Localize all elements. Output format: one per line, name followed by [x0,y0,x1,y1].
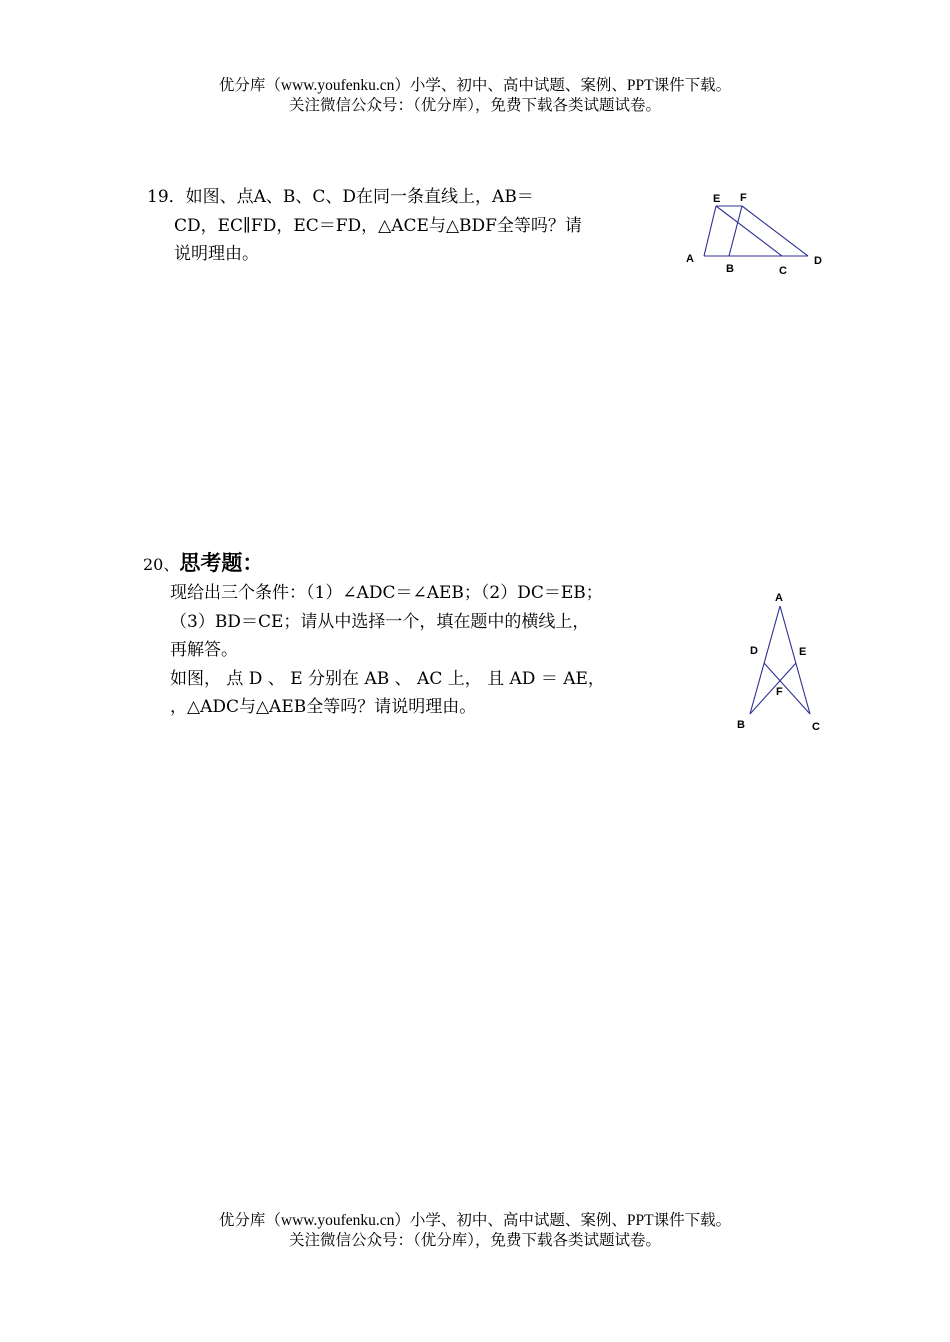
header-line-1: 优分库（www.youfenku.cn）小学、初中、高中试题、案例、PPT课件下载。 [218,77,732,94]
label-c: C [812,721,820,733]
footer-line-1: 优分库（www.youfenku.cn）小学、初中、高中试题、案例、PPT课件下载。 [218,1212,732,1229]
label-b: B [726,263,734,275]
label-a: A [775,592,783,604]
line-ae [704,206,716,256]
label-e: E [799,646,807,658]
label-d: D [750,645,758,657]
line-fd [742,206,808,256]
label-f: F [740,192,747,204]
line-ec [716,206,782,256]
header-line-2: 关注微信公众号：（优分库），免费下载各类试题试卷。 [288,97,661,114]
label-f: F [776,686,783,698]
label-e: E [713,193,721,205]
question-19-figure [676,184,836,280]
page-footer [0,1211,950,1251]
question-20-line-4: 如图， 点 D 、 E 分别在 AB 、 AC 上， 且 AD ＝ AE， [170,668,605,689]
question-20-line-5: ，△ADC与△AEB全等吗？请说明理由。 [170,697,477,717]
line-bf [729,206,742,256]
question-19 [147,183,667,269]
question-20-line-3: 再解答。 [170,640,238,660]
question-20-figure [728,584,838,736]
question-20-heading [143,548,263,580]
question-20-title: 思考题： [179,551,264,575]
footer-line-2: 关注微信公众号：（优分库），免费下载各类试题试卷。 [288,1232,661,1249]
page-header [0,76,950,116]
question-19-line-3: 说明理由。 [174,244,259,264]
question-19-line-2: CD，EC∥FD，EC＝FD，△ACE与△BDF全等吗？请 [174,215,582,236]
question-19-line-1: 19．如图、点A、B、C、D在同一条直线上，AB＝ [147,187,534,207]
label-d: D [814,255,822,267]
label-b: B [737,719,745,731]
question-20-number: 20、 [143,555,180,574]
question-20-line-2: （3）BD＝CE；请从中选择一个，填在题中的横线上， [170,611,590,632]
label-a: A [686,253,694,265]
label-c: C [779,265,787,277]
question-20-line-1: 现给出三个条件：（1）∠ADC＝∠AEB；（2）DC＝EB； [170,583,603,603]
question-20 [170,579,710,722]
